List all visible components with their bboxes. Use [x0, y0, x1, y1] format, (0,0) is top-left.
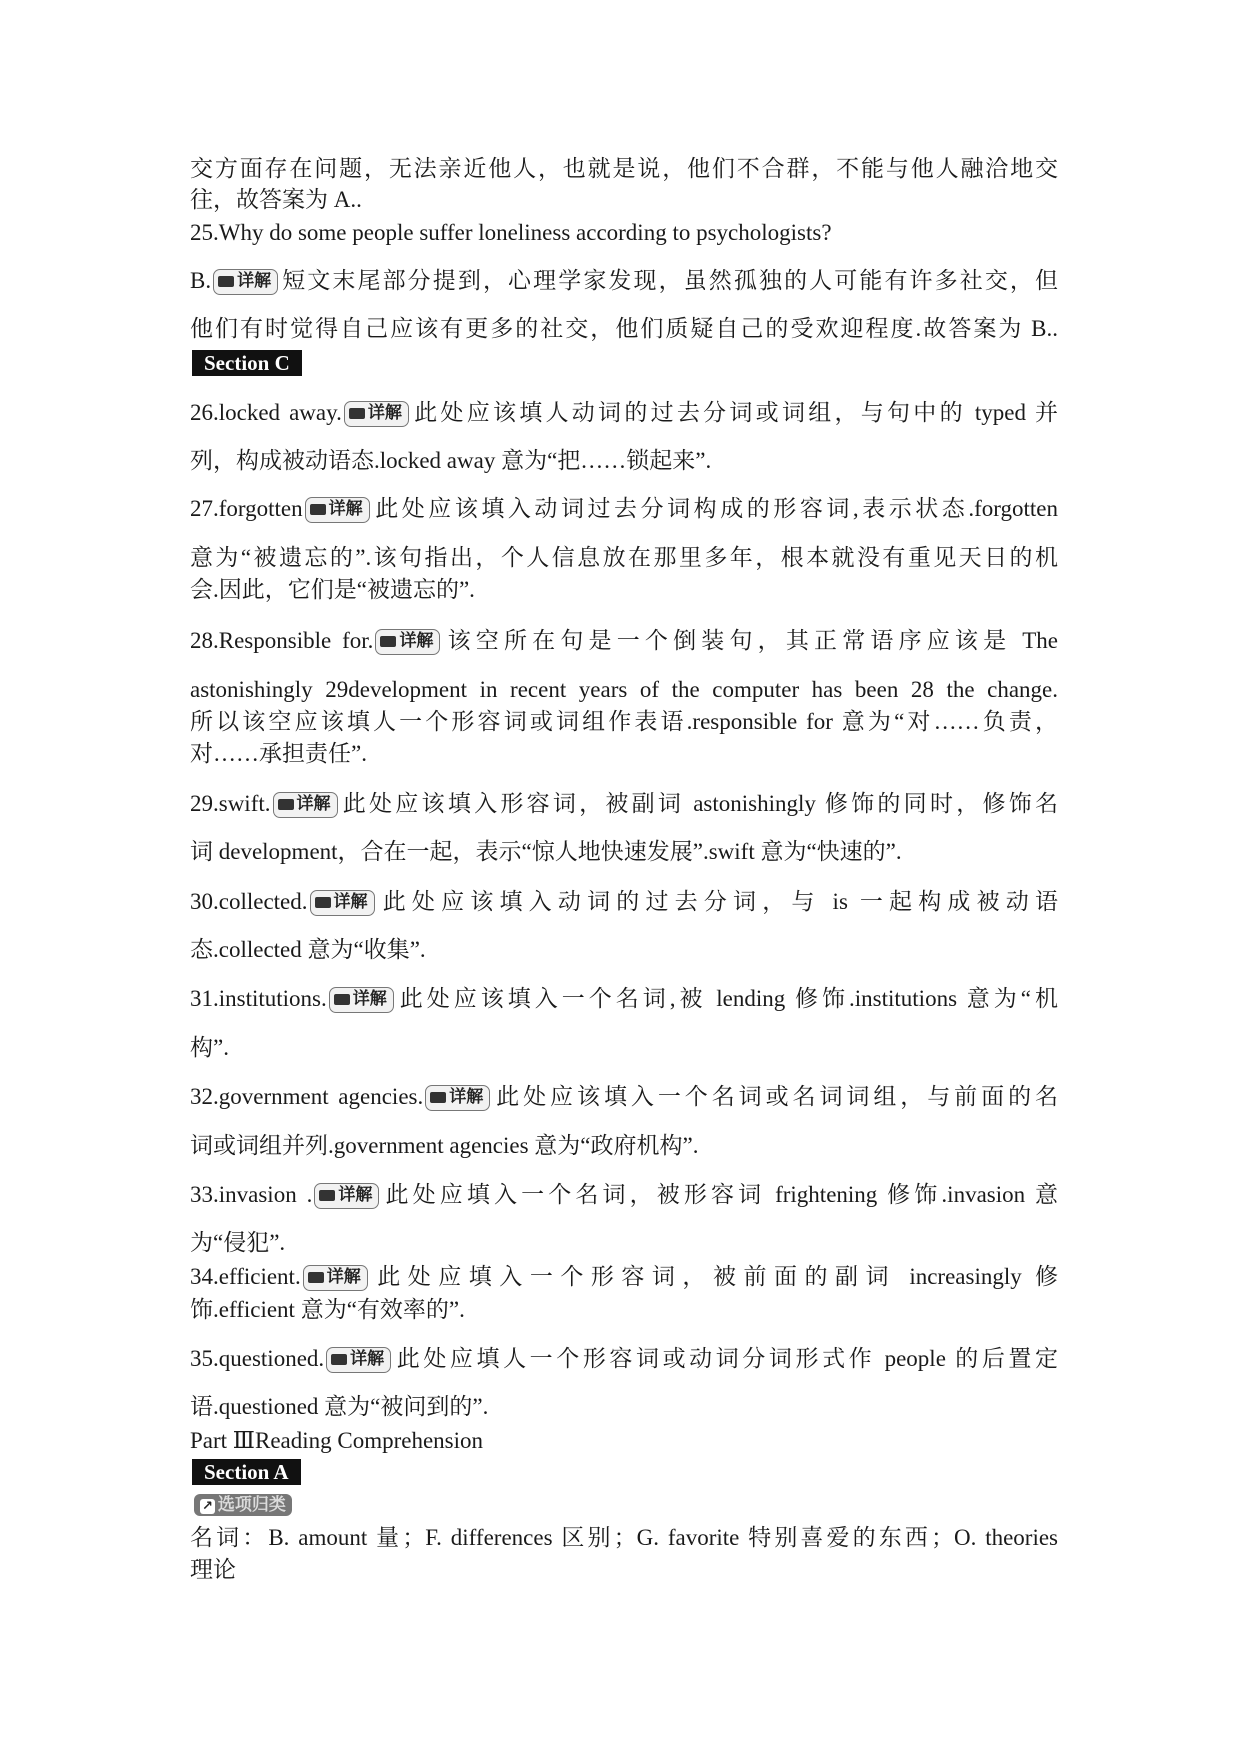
explanation-badge-label: 详解 — [399, 631, 434, 651]
folder-icon — [380, 636, 396, 647]
folder-icon — [218, 276, 234, 287]
explanation-badge-label: 详解 — [352, 989, 387, 1009]
answer-label: 26.locked away. — [190, 400, 342, 425]
folder-icon — [331, 1354, 347, 1365]
text-line — [190, 154, 1058, 184]
line-text: 此处应该填入形容词，被副词 astonishingly 修饰的同时，修饰名 — [339, 791, 1058, 816]
explanation-badge-label: 详解 — [326, 1267, 361, 1287]
line-text: 构”. — [190, 1035, 229, 1060]
explanation-badge[interactable] — [375, 629, 440, 655]
answer-label: 29.swift. — [190, 791, 271, 816]
text-line — [190, 446, 1058, 476]
folder-icon — [349, 408, 365, 419]
explanation-badge[interactable] — [273, 792, 338, 818]
line-text: 此处应填入一个形容词，被前面的副词 increasingly 修 — [369, 1264, 1058, 1289]
text-line — [190, 984, 1058, 1014]
text-line — [190, 837, 1058, 867]
text-line — [190, 626, 1058, 656]
line-text: 该空所在句是一个倒装句，其正常语序应该是 The — [442, 628, 1058, 653]
line-text: 列，构成被动语态.locked away 意为“把……锁起来”. — [190, 448, 712, 473]
line-text: 往，故答案为 A.. — [190, 187, 362, 212]
answer-label: 32.government agencies. — [190, 1084, 424, 1109]
line-text: astonishingly 29development in recent years of the computer has been 28 the change. — [190, 677, 1058, 702]
line-text: 意为“被遗忘的”.该句指出，个人信息放在那里多年，根本就没有重见天日的机 — [190, 545, 1058, 570]
line-text: 词 development，合在一起，表示“惊人地快速发展”.swift 意为“快速的”. — [190, 839, 902, 864]
line-text: 此处应该填人动词的过去分词或词组，与句中的 typed 并 — [410, 400, 1058, 425]
text-line — [190, 1392, 1058, 1422]
text-line — [190, 575, 1058, 605]
line-text: 语.questioned 意为“被问到的”. — [190, 1394, 489, 1419]
text-line — [190, 789, 1058, 819]
folder-icon — [308, 1272, 324, 1283]
line-text: 此处应该填入一个名词或名词词组，与前面的名 — [492, 1084, 1059, 1109]
text-line — [190, 266, 1058, 296]
line-text: 理论 — [190, 1557, 236, 1582]
line-text: 此处应该填入一个名词,被 lending 修饰.institutions 意为“机 — [395, 986, 1058, 1011]
line-text: 他们有时觉得自己应该有更多的社交，他们质疑自己的受欢迎程度.故答案为 B.. — [190, 316, 1058, 341]
explanation-badge-label: 详解 — [333, 892, 368, 912]
explanation-badge[interactable] — [314, 1183, 379, 1209]
text-line — [190, 1131, 1058, 1161]
explanation-badge[interactable] — [326, 1347, 391, 1373]
text-line — [190, 1262, 1058, 1292]
explanation-badge[interactable] — [425, 1085, 490, 1111]
explanation-badge[interactable] — [305, 497, 370, 523]
answer-label: B. — [190, 268, 212, 293]
text-line — [190, 398, 1058, 428]
text-line — [190, 185, 1058, 215]
explanation-badge-label: 详解 — [338, 1185, 373, 1205]
answer-label: 28.Responsible for. — [190, 628, 374, 653]
section-header: Section C — [192, 350, 302, 376]
text-line — [190, 218, 1058, 248]
line-text: 态.collected 意为“收集”. — [190, 937, 426, 962]
line-text: 名词：B. amount 量；F. differences 区别；G. favorite 特别喜爱的东西；O. theories — [190, 1525, 1058, 1550]
line-text: 会.因此，它们是“被遗忘的”. — [190, 577, 475, 602]
text-line — [190, 675, 1058, 705]
text-line — [190, 1295, 1058, 1325]
explanation-badge[interactable] — [310, 890, 375, 916]
explanation-badge[interactable] — [329, 987, 394, 1013]
folder-icon — [430, 1092, 446, 1103]
category-tag — [194, 1494, 292, 1516]
line-text: 所以该空应该填人一个形容词或词组作表语.responsible for 意为“对……负责， — [190, 709, 1058, 734]
line-text: 交方面存在问题，无法亲近他人，也就是说，他们不合群，不能与他人融洽地交 — [190, 156, 1058, 181]
text-line — [190, 887, 1058, 917]
explanation-badge-label: 详解 — [367, 403, 402, 423]
text-line — [190, 1082, 1058, 1112]
text-line — [190, 1180, 1058, 1210]
line-text: Part ⅢReading Comprehension — [190, 1428, 484, 1453]
answer-label: 31.institutions. — [190, 986, 327, 1011]
answer-label: 34.efficient. — [190, 1264, 301, 1289]
text-line — [190, 1344, 1058, 1374]
line-text: 此处应填入一个名词，被形容词 frightening 修饰.invasion 意 — [381, 1182, 1058, 1207]
explanation-badge[interactable] — [213, 269, 278, 295]
explanation-badge[interactable] — [303, 1265, 368, 1291]
line-text: 词或词组并列.government agencies 意为“政府机构”. — [190, 1133, 699, 1158]
text-line — [190, 1228, 1058, 1258]
folder-icon — [310, 504, 326, 515]
line-text: 对……承担责任”. — [190, 741, 367, 766]
explanation-badge-label: 详解 — [296, 794, 331, 814]
text-line — [190, 707, 1058, 737]
folder-icon — [278, 799, 294, 810]
text-line — [190, 1426, 1058, 1456]
section-header: Section A — [192, 1459, 301, 1485]
folder-icon — [315, 897, 331, 908]
line-text: 25.Why do some people suffer loneliness according to psychologists? — [190, 220, 832, 245]
category-tag-label: 选项归类 — [217, 1495, 286, 1515]
text-line — [190, 935, 1058, 965]
arrow-icon: ↗ — [202, 1499, 213, 1514]
answer-label: 35.questioned. — [190, 1346, 325, 1371]
text-line — [190, 1555, 1058, 1585]
explanation-badge-label: 详解 — [237, 271, 272, 291]
text-line — [190, 314, 1058, 344]
text-line — [190, 543, 1058, 573]
text-line — [190, 494, 1058, 524]
text-line — [190, 1033, 1058, 1063]
line-text: 此处应填人一个形容词或动词分词形式作 people 的后置定 — [393, 1346, 1058, 1371]
folder-icon — [319, 1190, 335, 1201]
explanation-badge-label: 详解 — [328, 499, 363, 519]
explanation-badge-label: 详解 — [350, 1349, 385, 1369]
answer-label: 33.invasion . — [190, 1182, 313, 1207]
line-text: 此处应该填入动词的过去分词，与 is 一起构成被动语 — [376, 889, 1058, 914]
text-line — [190, 739, 1058, 769]
line-text: 短文末尾部分提到，心理学家发现，虽然孤独的人可能有许多社交，但 — [280, 268, 1058, 293]
answer-label: 30.collected. — [190, 889, 308, 914]
answer-label: 27.forgotten — [190, 496, 303, 521]
line-text: 此处应该填入动词过去分词构成的形容词,表示状态.forgotten — [371, 496, 1058, 521]
explanation-badge[interactable] — [344, 401, 409, 427]
explanation-badge-label: 详解 — [449, 1087, 484, 1107]
line-text: 为“侵犯”. — [190, 1230, 286, 1255]
line-text: 饰.efficient 意为“有效率的”. — [190, 1297, 465, 1322]
folder-icon — [334, 994, 350, 1005]
text-line — [190, 1523, 1058, 1553]
